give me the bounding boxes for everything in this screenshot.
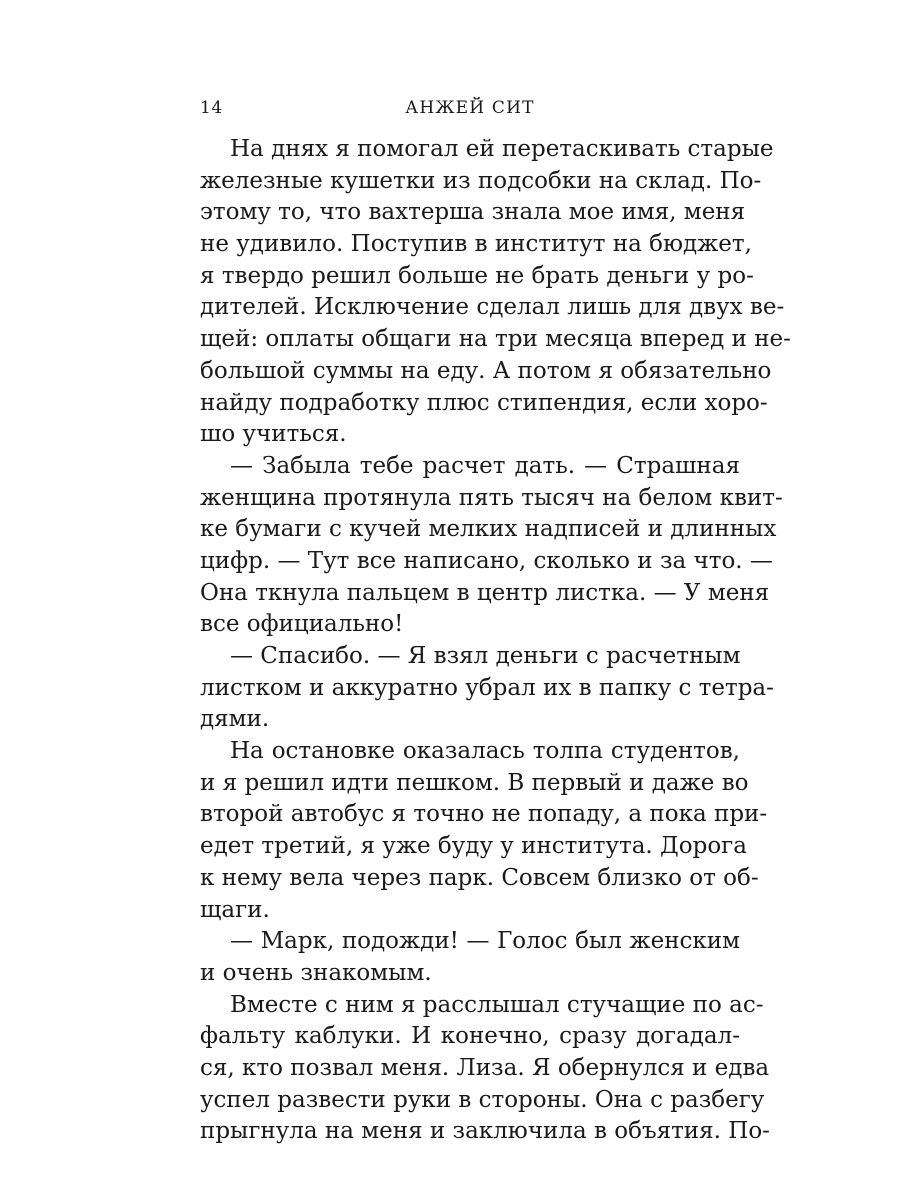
text-line: к нему вела через парк. Совсем близко от об- — [200, 864, 759, 891]
body-text — [200, 134, 791, 1148]
text-line: — Спасибо. — Я взял деньги с расчетным — [230, 643, 741, 669]
text-line: щей: оплаты общаги на три месяца вперед и не- — [200, 326, 791, 353]
text-line: и очень знакомым. — [200, 959, 432, 986]
text-line: железные кушетки из подсобки на склад. По- — [200, 167, 762, 194]
page-number: 14 — [200, 98, 223, 118]
text-line: Она ткнула пальцем в центр листка. — У меня — [200, 579, 770, 606]
text-line: шо учиться. — [200, 421, 347, 448]
text-line: На днях я помогал ей перетаскивать старые — [230, 136, 774, 162]
running-head: АНЖЕЙ СИТ — [405, 98, 535, 118]
text-line: этому то, что вахтерша знала мое имя, меня — [200, 199, 746, 226]
text-line: дями. — [200, 706, 270, 733]
text-line: ся, кто позвал меня. Лиза. Я обернулся и едва — [200, 1054, 770, 1081]
text-line: фальту каблуки. И конечно, сразу догадал- — [200, 1023, 740, 1050]
text-line: большой суммы на еду. А потом я обязательно — [200, 357, 772, 384]
text-line: дителей. Исключение сделал лишь для двух ве- — [200, 294, 785, 321]
text-line: листком и аккуратно убрал их в папку с тетра- — [200, 674, 774, 701]
text-line: На остановке оказалась толпа студентов, — [230, 738, 740, 765]
text-line: женщина протянула пять тысяч на белом квит- — [200, 484, 783, 511]
text-line: прыгнула на меня и заключила в объятия. По- — [200, 1118, 770, 1145]
text-line: цифр. — Тут все написано, сколько и за что. — — [200, 547, 773, 574]
text-line: все официально! — [200, 611, 404, 638]
text-line: Вместе с ним я расслышал стучащие по ас- — [230, 991, 764, 1018]
text-line: второй автобус я точно не попаду, а пока при- — [200, 801, 768, 828]
text-line: не удивило. Поступив в институт на бюджет, — [200, 231, 752, 258]
text-line: едет третий, я уже буду у института. Дорога — [200, 833, 747, 860]
text-line: найду подработку плюс стипендия, если хоро- — [200, 389, 768, 416]
text-line: ке бумаги с кучей мелких надписей и длинных — [200, 516, 777, 543]
text-line: — Марк, подожди! — Голос был женским — [230, 928, 740, 955]
text-line: я твердо решил больше не брать деньги у ро- — [200, 262, 754, 289]
text-line: успел развести руки в стороны. Она с разбегу — [200, 1086, 765, 1113]
text-line: — Забыла тебе расчет дать. — Страшная — [230, 452, 740, 479]
text-line: и я решил идти пешком. В первый и даже во — [200, 769, 749, 796]
text-line: щаги. — [200, 896, 270, 923]
